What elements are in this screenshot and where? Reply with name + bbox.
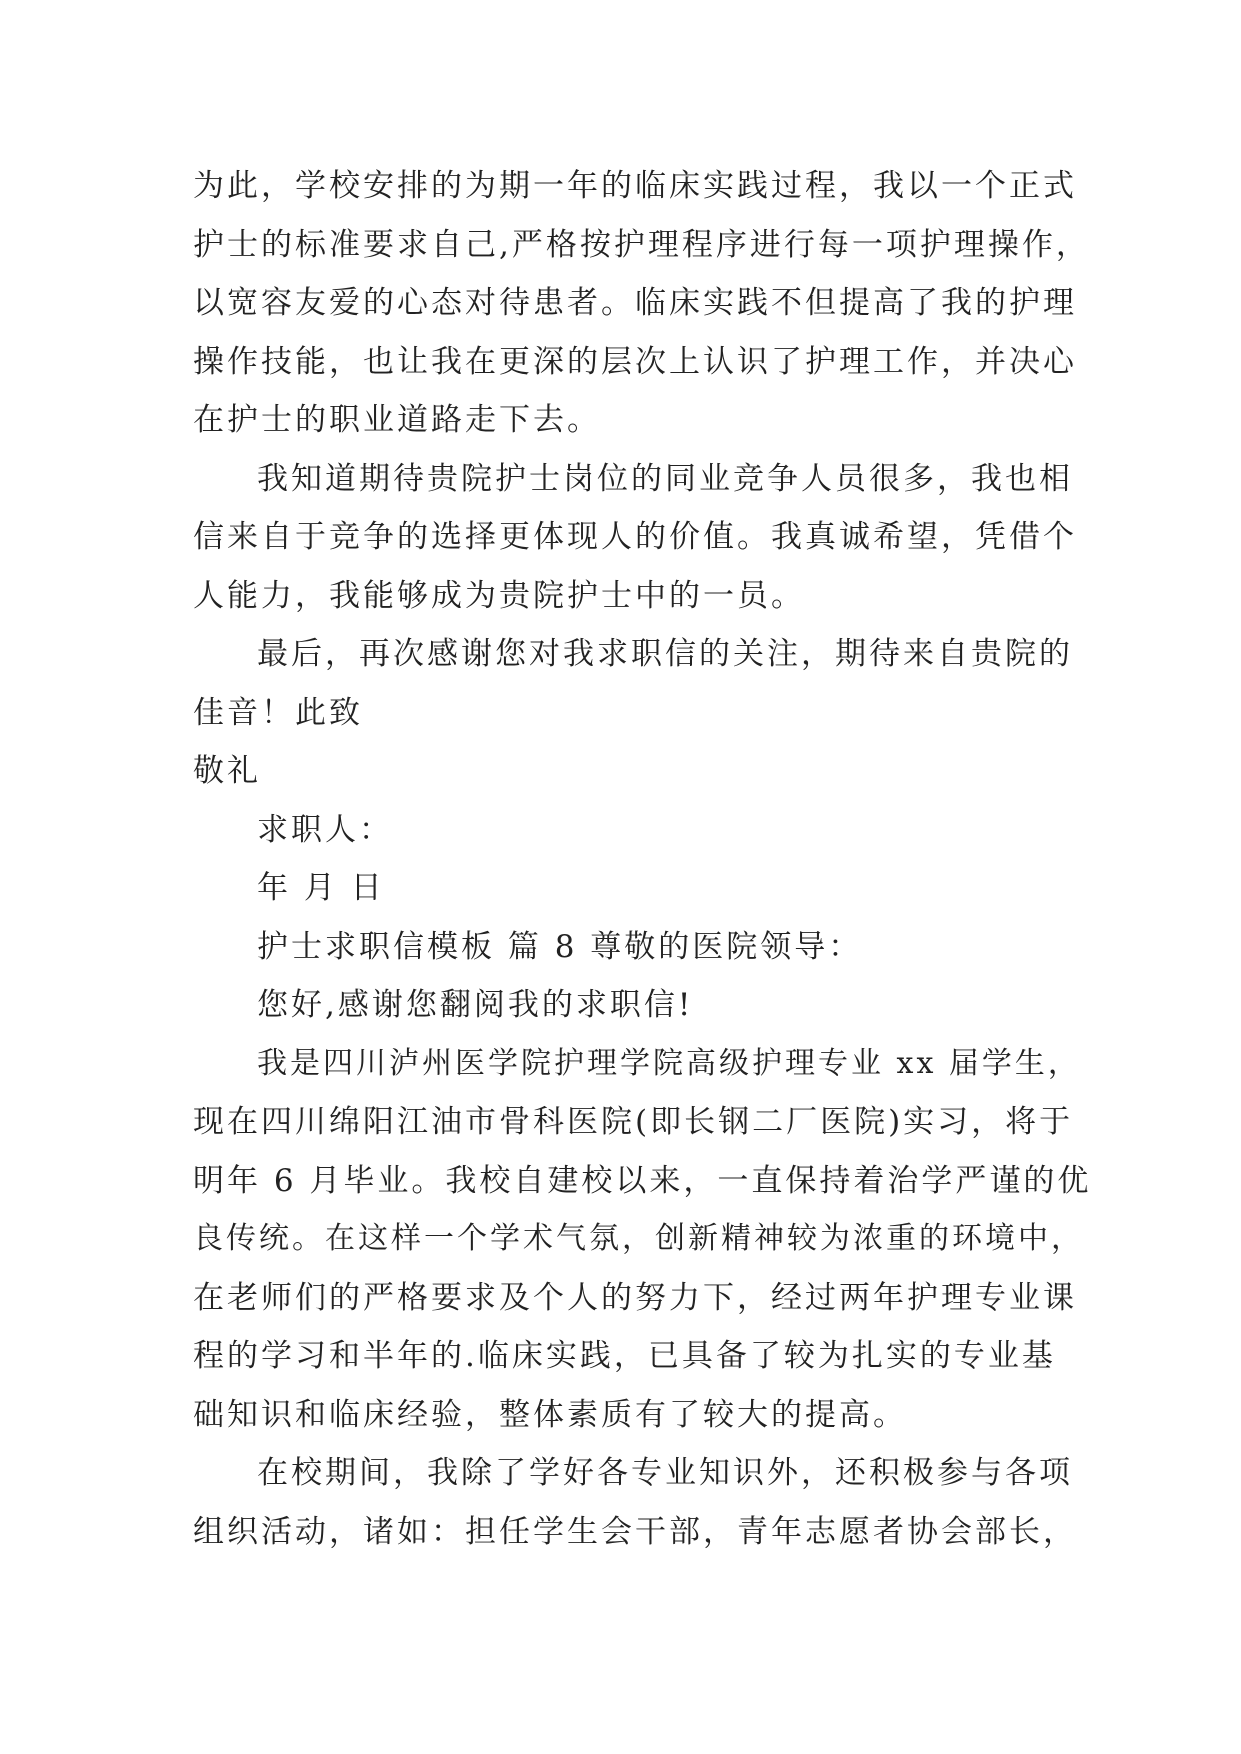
applicant-label: 求职人： [257, 812, 393, 848]
text-line: 在护士的职业道路走下去。 [193, 402, 601, 438]
text-line: 人能力，我能够成为贵院护士中的一员。 [193, 578, 805, 614]
text-line: 在校期间，我除了学好各专业知识外，还积极参与各项 [257, 1455, 1073, 1491]
greeting: 您好,感谢您翻阅我的求职信! [257, 987, 694, 1023]
text-line: 础知识和临床经验，整体素质有了较大的提高。 [193, 1397, 907, 1433]
text-line: 护士的标准要求自己,严格按护理程序进行每一项护理操作， [193, 227, 1090, 263]
text-line: 以宽容友爱的心态对待患者。临床实践不但提高了我的护理 [193, 285, 1077, 321]
text-line: 最后，再次感谢您对我求职信的关注，期待来自贵院的 [257, 636, 1073, 672]
text-line: 信来自于竞争的选择更体现人的价值。我真诚希望，凭借个 [193, 519, 1077, 555]
text-line: 我知道期待贵院护士岗位的同业竞争人员很多，我也相 [257, 461, 1073, 497]
text-line: 明年 6 月毕业。我校自建校以来，一直保持着治学严谨的优 [193, 1163, 1092, 1199]
text-line: 我是四川泸州医学院护理学院高级护理专业 xx 届学生， [257, 1046, 1081, 1081]
text-line: 现在四川绵阳江油市骨科医院(即长钢二厂医院)实习，将于 [193, 1104, 1074, 1140]
text-line: 程的学习和半年的.临床实践，已具备了较为扎实的专业基 [193, 1338, 1056, 1374]
text-line: 组织活动，诸如：担任学生会干部，青年志愿者协会部长， [193, 1514, 1077, 1550]
date-line: 年 月 日 [257, 870, 385, 906]
text-line: 操作技能，也让我在更深的层次上认识了护理工作，并决心 [193, 344, 1077, 380]
text-line: 为此，学校安排的为期一年的临床实践过程，我以一个正式 [193, 168, 1077, 204]
text-line: 在老师们的严格要求及个人的努力下，经过两年护理专业课 [193, 1280, 1077, 1316]
text-line: 佳音！此致 [193, 695, 363, 731]
section-heading: 护士求职信模板 篇 8 尊敬的医院领导： [257, 929, 863, 965]
text-line: 良传统。在这样一个学术气氛，创新精神较为浓重的环境中， [193, 1221, 1084, 1256]
closing-salutation: 敬礼 [193, 753, 261, 789]
